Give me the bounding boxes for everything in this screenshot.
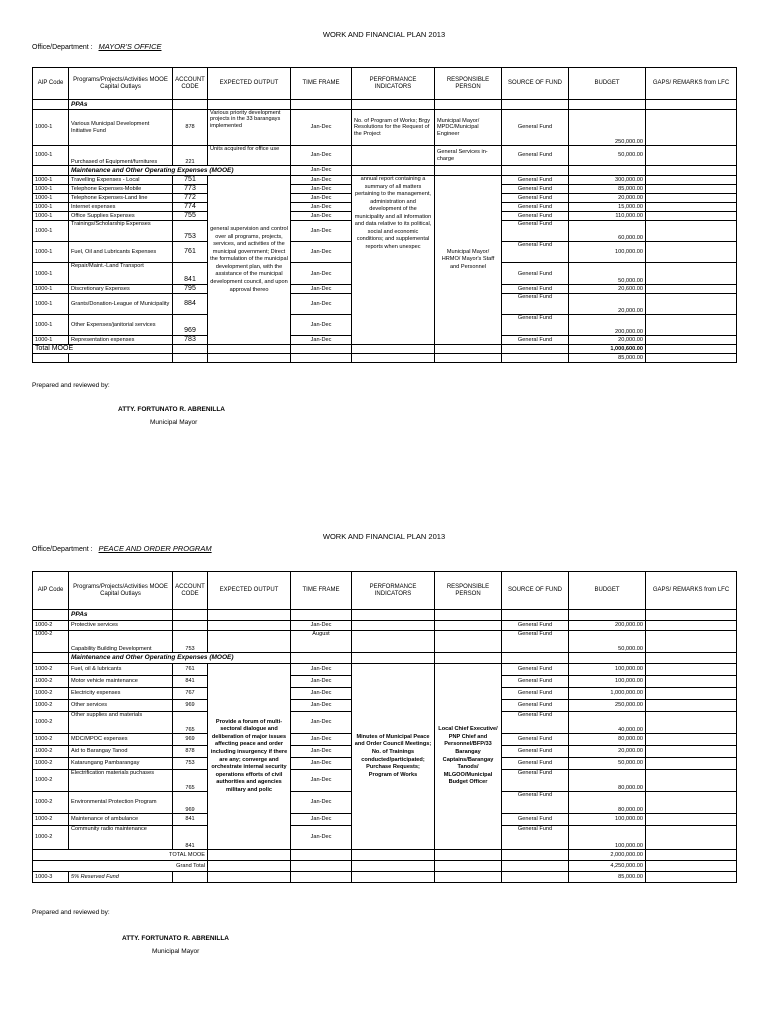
time-frame: Jan-Dec: [291, 734, 352, 746]
mooe-performance-indicators: Minutes of Municipal Peace and Order Council Meetings; No. of Trainings conducted/participated; Purchase Requests; Program of Works: [352, 664, 435, 850]
account-code: 772: [173, 194, 208, 203]
budget-value: 20,000.00: [569, 194, 646, 203]
budget-value: 80,000.00: [569, 770, 646, 792]
budget-value: 200,000.00: [569, 621, 646, 631]
mooe-label: Maintenance and Other Operating Expenses (MOOE): [69, 166, 291, 176]
account-code: 767: [173, 688, 208, 700]
source-of-fund: General Fund: [502, 263, 569, 285]
source-of-fund: General Fund: [502, 792, 569, 814]
mooe-item: Trainings/Scholarship Expenses: [69, 221, 173, 242]
performance-indicators: No. of Program of Works; Brgy Resolutions for the Request of the Project: [352, 110, 435, 146]
prepared-by-label: Prepared and reviewed by:: [32, 382, 110, 389]
source-of-fund: General Fund: [502, 176, 569, 185]
mooe-item: Other supplies and materials: [69, 712, 173, 734]
source-of-fund: General Fund: [502, 315, 569, 336]
header-responsible-person: RESPONSIBLE PERSON: [435, 572, 502, 610]
gaps-remarks: [646, 734, 737, 746]
time-frame: Jan-Dec: [291, 166, 352, 176]
time-frame: Jan-Dec: [291, 746, 352, 758]
time-frame: Jan-Dec: [291, 770, 352, 792]
time-frame: Jan-Dec: [291, 185, 352, 194]
aip-code: 1000-1: [33, 336, 69, 345]
budget-value: 20,000.00: [569, 336, 646, 345]
mooe-item: Other Expenses/janitorial services: [69, 315, 173, 336]
table-row: [33, 631, 737, 653]
program-name: Protective services: [69, 621, 173, 631]
mooe-item: Telephone Expenses-Land line: [69, 194, 173, 203]
aip-code: 1000-1: [33, 203, 69, 212]
total-mooe-label: Total MOOE: [33, 345, 173, 354]
header-gaps-remarks: GAPS/ REMARKS from LFC: [646, 68, 737, 100]
gaps-remarks: [646, 110, 737, 146]
source-of-fund: General Fund: [502, 146, 569, 166]
header-source-of-fund: SOURCE OF FUND: [502, 68, 569, 100]
budget-value: 50,000.00: [569, 146, 646, 166]
time-frame: Jan-Dec: [291, 814, 352, 826]
signatory-title: Municipal Mayor: [150, 419, 198, 426]
gaps-remarks: [646, 664, 737, 676]
source-of-fund: General Fund: [502, 621, 569, 631]
source-of-fund: General Fund: [502, 664, 569, 676]
aip-code: 1000-1: [33, 263, 69, 285]
time-frame: Jan-Dec: [291, 285, 352, 294]
budget-value: 100,000.00: [569, 242, 646, 263]
grand-total-label: Grand Total: [33, 861, 208, 872]
office-department-line: [32, 42, 162, 51]
header-account-code: ACCOUNT CODE: [173, 572, 208, 610]
reserved-fund-value: 85,000.00: [569, 872, 646, 883]
time-frame: Jan-Dec: [291, 194, 352, 203]
budget-value: 50,000.00: [569, 758, 646, 770]
mooe-item: Other services: [69, 700, 173, 712]
source-of-fund: General Fund: [502, 688, 569, 700]
budget-value: 50,000.00: [569, 263, 646, 285]
source-of-fund: General Fund: [502, 110, 569, 146]
aip-code: 1000-1: [33, 176, 69, 185]
table-header-row: [33, 68, 737, 100]
aip-code: 1000-1: [33, 221, 69, 242]
table-row: [33, 664, 737, 676]
source-of-fund: General Fund: [502, 814, 569, 826]
account-code: 765: [173, 770, 208, 792]
source-of-fund: General Fund: [502, 631, 569, 653]
grand-total-row: [33, 861, 737, 872]
total-mooe-row: [33, 345, 737, 354]
time-frame: Jan-Dec: [291, 826, 352, 850]
header-performance-indicators: PERFORMANCE INDICATORS: [352, 68, 435, 100]
account-code: 841: [173, 826, 208, 850]
source-of-fund: General Fund: [502, 734, 569, 746]
work-financial-plan-table: [32, 571, 737, 883]
aip-code: 1000-3: [33, 872, 69, 883]
source-of-fund: General Fund: [502, 770, 569, 792]
source-of-fund: General Fund: [502, 203, 569, 212]
gaps-remarks: [646, 194, 737, 203]
header-programs: Programs/Projects/Activities MOOE Capital Outlays: [69, 68, 173, 100]
gaps-remarks: [646, 203, 737, 212]
header-budget: BUDGET: [569, 572, 646, 610]
source-of-fund: General Fund: [502, 336, 569, 345]
mooe-item: Fuel, oil & lubricants: [69, 664, 173, 676]
time-frame: Jan-Dec: [291, 336, 352, 345]
aip-code: 1000-1: [33, 194, 69, 203]
budget-value: 100,000.00: [569, 826, 646, 850]
account-code: 753: [173, 221, 208, 242]
expected-output: Various priority development projects in the 33 barangays implemented: [208, 110, 291, 146]
department-name: MAYOR'S OFFICE: [98, 42, 162, 51]
budget-value: 50,000.00: [569, 631, 646, 653]
budget-value: 60,000.00: [569, 221, 646, 242]
signatory-name: ATTY. FORTUNATO R. ABRENILLA: [122, 935, 230, 942]
aip-code: 1000-1: [33, 285, 69, 294]
budget-value: 20,000.00: [569, 294, 646, 315]
extra-value: 85,000.00: [569, 354, 646, 363]
document-title: WORK AND FINANCIAL PLAN 2013: [322, 30, 446, 39]
department-name: PEACE AND ORDER PROGRAM: [98, 544, 212, 553]
aip-code: 1000-2: [33, 621, 69, 631]
gaps-remarks: [646, 285, 737, 294]
budget-value: 80,000.00: [569, 734, 646, 746]
budget-value: 300,000.00: [569, 176, 646, 185]
time-frame: Jan-Dec: [291, 621, 352, 631]
mooe-subheader-row: [33, 653, 737, 664]
header-performance-indicators: PERFORMANCE INDICATORS: [352, 572, 435, 610]
aip-code: 1000-2: [33, 792, 69, 814]
mooe-item: Travelling Expenses - Local: [69, 176, 173, 185]
gaps-remarks: [646, 792, 737, 814]
table-header-row: [33, 572, 737, 610]
budget-value: 20,600.00: [569, 285, 646, 294]
account-code: 761: [173, 664, 208, 676]
gaps-remarks: [646, 263, 737, 285]
account-code: 753: [173, 758, 208, 770]
mooe-item: Internet expenses: [69, 203, 173, 212]
time-frame: Jan-Dec: [291, 700, 352, 712]
ppas-subheader-row: [33, 610, 737, 621]
account-code: 969: [173, 700, 208, 712]
account-code: 841: [173, 814, 208, 826]
aip-code: 1000-2: [33, 814, 69, 826]
responsible-person: Municipal Mayor/ MPDC/Municipal Engineer: [435, 110, 502, 146]
aip-code: 1000-2: [33, 676, 69, 688]
expected-output: Units acquired for office use: [208, 146, 291, 166]
aip-code: 1000-1: [33, 146, 69, 166]
office-department-line: [32, 544, 212, 553]
mooe-item: Katarungang Pambarangay: [69, 758, 173, 770]
gaps-remarks: [646, 676, 737, 688]
account-code: 795: [173, 285, 208, 294]
signatory-title: Municipal Mayor: [152, 948, 200, 955]
account-code: 878: [173, 110, 208, 146]
aip-code: 1000-2: [33, 712, 69, 734]
performance-indicators: [352, 146, 435, 166]
gaps-remarks: [646, 315, 737, 336]
mooe-item: Discretionary Expenses: [69, 285, 173, 294]
gaps-remarks: [646, 758, 737, 770]
account-code: 783: [173, 336, 208, 345]
time-frame: Jan-Dec: [291, 242, 352, 263]
aip-code: 1000-2: [33, 758, 69, 770]
time-frame: Jan-Dec: [291, 758, 352, 770]
account-code: 774: [173, 203, 208, 212]
budget-value: 100,000.00: [569, 814, 646, 826]
gaps-remarks: [646, 336, 737, 345]
budget-value: 250,000.00: [569, 700, 646, 712]
budget-value: 250,000.00: [569, 110, 646, 146]
source-of-fund: General Fund: [502, 285, 569, 294]
aip-code: 1000-1: [33, 212, 69, 221]
aip-code: 1000-2: [33, 826, 69, 850]
header-gaps-remarks: GAPS/ REMARKS from LFC: [646, 572, 737, 610]
account-code: 753: [173, 631, 208, 653]
mooe-item: Environmental Protection Program: [69, 792, 173, 814]
gaps-remarks: [646, 746, 737, 758]
mooe-performance-indicators: annual report containing a summary of all matters pertaining to the management, administration and development of the municipality and all information and data relative to its political, social and economic conditions; and supplemental reports when unexpec: [352, 176, 435, 345]
aip-code: 1000-2: [33, 700, 69, 712]
source-of-fund: General Fund: [502, 746, 569, 758]
header-time-frame: TIME FRAME: [291, 572, 352, 610]
signatory-name: ATTY. FORTUNATO R. ABRENILLA: [118, 406, 226, 413]
account-code: [173, 621, 208, 631]
program-name: Various Municipal Development Initiative Fund: [69, 110, 173, 146]
source-of-fund: General Fund: [502, 712, 569, 734]
gaps-remarks: [646, 146, 737, 166]
time-frame: Jan-Dec: [291, 146, 352, 166]
gaps-remarks: [646, 221, 737, 242]
gaps-remarks: [646, 712, 737, 734]
table-row: [33, 176, 737, 185]
time-frame: Jan-Dec: [291, 792, 352, 814]
account-code: 751: [173, 176, 208, 185]
account-code: 969: [173, 792, 208, 814]
time-frame: Jan-Dec: [291, 664, 352, 676]
aip-code: 1000-2: [33, 664, 69, 676]
mooe-expected-output: general supervision and control over all programs, projects, services, and activities of the municipal government; Direct the formulation of the municipal development plan, with the assistance of the municipal development council, and upon approval thereo: [208, 176, 291, 345]
gaps-remarks: [646, 700, 737, 712]
gaps-remarks: [646, 185, 737, 194]
mooe-subheader-row: [33, 166, 737, 176]
gaps-remarks: [646, 770, 737, 792]
mooe-item: Electrification materials puchases: [69, 770, 173, 792]
budget-value: 80,000.00: [569, 792, 646, 814]
source-of-fund: General Fund: [502, 242, 569, 263]
aip-code: 1000-2: [33, 770, 69, 792]
program-name: Purchased of Equipment/furnitures: [69, 146, 173, 166]
budget-value: 85,000.00: [569, 185, 646, 194]
mooe-item: Office Supplies Expenses: [69, 212, 173, 221]
header-aip-code: AIP Code: [33, 572, 69, 610]
gaps-remarks: [646, 212, 737, 221]
gaps-remarks: [646, 294, 737, 315]
budget-value: 110,000.00: [569, 212, 646, 221]
source-of-fund: General Fund: [502, 294, 569, 315]
account-code: 969: [173, 315, 208, 336]
gaps-remarks: [646, 826, 737, 850]
reserved-fund-row: [33, 872, 737, 883]
mooe-responsible-person: Municipal Mayor/ HRMO/ Mayor's Staff and Personnel: [435, 176, 502, 345]
ppas-label: PPAs: [69, 100, 173, 110]
header-responsible-person: RESPONSIBLE PERSON: [435, 68, 502, 100]
time-frame: Jan-Dec: [291, 203, 352, 212]
account-code: 884: [173, 294, 208, 315]
reserved-fund-label: 5% Reserved Fund: [69, 872, 173, 883]
mooe-item: Electricity expenses: [69, 688, 173, 700]
gaps-remarks: [646, 631, 737, 653]
header-programs: Programs/Projects/Activities MOOE Capital Outlays: [69, 572, 173, 610]
source-of-fund: General Fund: [502, 676, 569, 688]
responsible-person: General Services in-charge: [435, 146, 502, 166]
office-label: Office/Department :: [32, 44, 93, 51]
mooe-item: Repair/Maint.-Land Transport: [69, 263, 173, 285]
time-frame: Jan-Dec: [291, 221, 352, 242]
time-frame: Jan-Dec: [291, 263, 352, 285]
account-code: 841: [173, 263, 208, 285]
ppas-subheader-row: [33, 100, 737, 110]
aip-code: 1000-1: [33, 315, 69, 336]
time-frame: Jan-Dec: [291, 212, 352, 221]
budget-value: 15,000.00: [569, 203, 646, 212]
aip-code: 1000-1: [33, 110, 69, 146]
ppas-label: PPAs: [69, 610, 173, 621]
gaps-remarks: [646, 814, 737, 826]
time-frame: Jan-Dec: [291, 176, 352, 185]
mooe-item: Aid to Barangay Tanod: [69, 746, 173, 758]
mooe-item: MDC/MPOC expenses: [69, 734, 173, 746]
header-budget: BUDGET: [569, 68, 646, 100]
prepared-by-label: Prepared and reviewed by:: [32, 909, 110, 916]
account-code: 969: [173, 734, 208, 746]
gaps-remarks: [646, 621, 737, 631]
total-mooe-value: 1,000,600.00: [569, 345, 646, 354]
mooe-item: Community radio maintenance: [69, 826, 173, 850]
source-of-fund: General Fund: [502, 194, 569, 203]
source-of-fund: General Fund: [502, 758, 569, 770]
budget-value: 20,000.00: [569, 746, 646, 758]
document-title: WORK AND FINANCIAL PLAN 2013: [322, 532, 446, 541]
time-frame: Jan-Dec: [291, 712, 352, 734]
mooe-item: Representation expenses: [69, 336, 173, 345]
time-frame: Jan-Dec: [291, 676, 352, 688]
office-label: Office/Department :: [32, 546, 93, 553]
mooe-item: Motor vehicle maintenance: [69, 676, 173, 688]
aip-code: 1000-2: [33, 688, 69, 700]
aip-code: 1000-1: [33, 294, 69, 315]
mooe-item: Grants/Donation-League of Municipality: [69, 294, 173, 315]
aip-code: 1000-2: [33, 734, 69, 746]
header-expected-output: EXPECTED OUTPUT: [208, 572, 291, 610]
work-financial-plan-table: [32, 67, 737, 363]
account-code: 773: [173, 185, 208, 194]
mooe-item: Fuel, Oil and Lubricants Expenses: [69, 242, 173, 263]
header-expected-output: EXPECTED OUTPUT: [208, 68, 291, 100]
gaps-remarks: [646, 688, 737, 700]
gaps-remarks: [646, 242, 737, 263]
header-account-code: ACCOUNT CODE: [173, 68, 208, 100]
aip-code: 1000-1: [33, 242, 69, 263]
total-mooe-value: 2,000,000.00: [569, 850, 646, 861]
mooe-expected-output: Provide a forum of multi-sectoral dialogue and deliberation of major issues affecting peace and order including insurgency if there are any; converge and orchestrate internal security operations efforts of civil authorities and agencies military and polic: [208, 664, 291, 850]
time-frame: Jan-Dec: [291, 110, 352, 146]
extra-row: [33, 354, 737, 363]
header-aip-code: AIP Code: [33, 68, 69, 100]
source-of-fund: General Fund: [502, 700, 569, 712]
source-of-fund: General Fund: [502, 212, 569, 221]
account-code: 761: [173, 242, 208, 263]
header-time-frame: TIME FRAME: [291, 68, 352, 100]
gaps-remarks: [646, 176, 737, 185]
header-source-of-fund: SOURCE OF FUND: [502, 572, 569, 610]
program-name: Capability Building Development: [69, 631, 173, 653]
total-mooe-row: [33, 850, 737, 861]
aip-code: 1000-2: [33, 746, 69, 758]
account-code: 841: [173, 676, 208, 688]
budget-value: 40,000.00: [569, 712, 646, 734]
account-code: 755: [173, 212, 208, 221]
time-frame: August: [291, 631, 352, 653]
account-code: 765: [173, 712, 208, 734]
source-of-fund: General Fund: [502, 185, 569, 194]
mooe-item: Maintenance of ambulance: [69, 814, 173, 826]
mooe-responsible-person: Local Chief Executive/ PNP Chief and Personnel/BFP/33 Barangay Captains/Barangay Tanods/ MLGOO/Municipal Budget Officer: [435, 664, 502, 850]
account-code: 878: [173, 746, 208, 758]
budget-value: 1,000,000.00: [569, 688, 646, 700]
table-row: [33, 110, 737, 146]
time-frame: Jan-Dec: [291, 315, 352, 336]
mooe-item: Telephone Expenses-Mobile: [69, 185, 173, 194]
source-of-fund: General Fund: [502, 826, 569, 850]
table-row: [33, 146, 737, 166]
grand-total-value: 4,250,000.00: [569, 861, 646, 872]
aip-code: 1000-2: [33, 631, 69, 653]
aip-code: 1000-1: [33, 185, 69, 194]
budget-value: 200,000.00: [569, 315, 646, 336]
account-code: 221: [173, 146, 208, 166]
total-mooe-label: TOTAL MOOE: [33, 850, 208, 861]
budget-value: 100,000.00: [569, 676, 646, 688]
time-frame: Jan-Dec: [291, 688, 352, 700]
time-frame: Jan-Dec: [291, 294, 352, 315]
budget-value: 100,000.00: [569, 664, 646, 676]
table-row: [33, 621, 737, 631]
source-of-fund: General Fund: [502, 221, 569, 242]
mooe-label: Maintenance and Other Operating Expenses (MOOE): [69, 653, 291, 664]
